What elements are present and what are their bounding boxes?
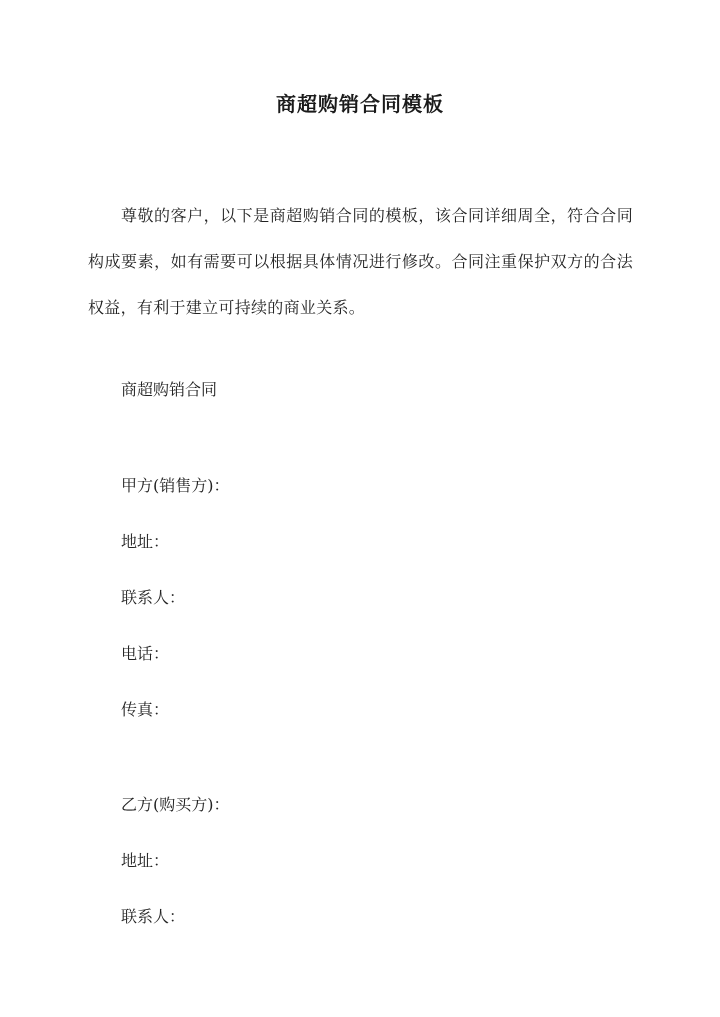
party-b-contact-label: 联系人： (121, 907, 186, 926)
party-b-label: 乙方(购买方)： (121, 795, 230, 814)
party-b-address-label: 地址： (121, 851, 170, 870)
party-a-address-label: 地址： (121, 532, 170, 551)
party-a-contact-label: 联系人： (121, 588, 186, 607)
contract-heading: 商超购销合同 (121, 380, 218, 399)
party-a-label: 甲方(销售方)： (121, 476, 230, 495)
intro-paragraph: 尊敬的客户，以下是商超购销合同的模板，该合同详细周全，符合合同构成要素，如有需要可以根据具体情况进行修改。合同注重保护双方的合法权益，有利于建立可持续的商业关系。 (88, 206, 633, 317)
document-title: 商超购销合同模板 (276, 92, 444, 116)
party-a-fax-label: 传真： (121, 700, 170, 719)
party-a-phone-label: 电话： (121, 644, 170, 663)
